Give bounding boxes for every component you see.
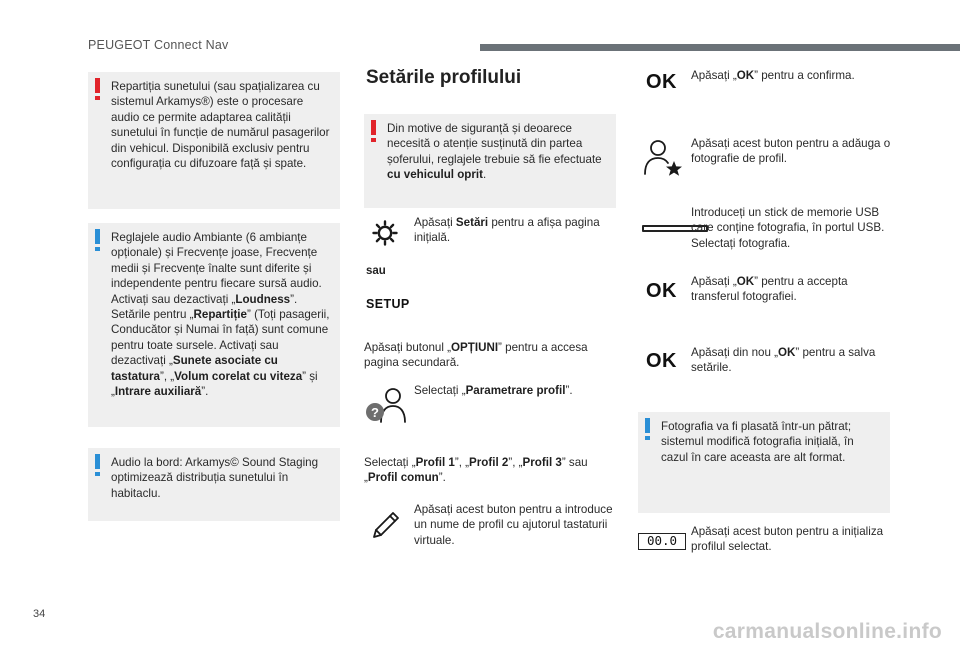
step-usb-text: Introduceți un stick de memorie USB care conține fotografia, în portul USB. [691,206,885,235]
step-name: Apăsați acest buton pentru a introduce un nume de profil cu ajutorul tastaturii virtuale. [414,503,613,547]
info-exclamation-icon [95,229,100,251]
note-text: Audio la bord: Arkamys© Sound Staging optimizează distribuția sunetului în habitaclu. [111,456,319,500]
step-ok-save: Apăsați din nou „OK” pentru a salva setările. [691,346,876,375]
section-title: Setările profilului [366,67,522,88]
header-bar [480,44,960,51]
watermark: carmanualsonline.info [712,620,942,643]
reset-counter-icon: 00.0 [638,533,686,550]
info-exclamation-icon [95,454,100,476]
note-text: Reglajele audio Ambiante (6 ambianțe opționale) și Frecvențe joase, Frecvențe medii și Frecvențe înalte sunt diferite și independente pentru fiecare sursă audio. Activați sau dezactivați „Loudness”. Setările pentru „Repartiție” (Toți pasagerii, Conducător și Numai în față) sunt comune pentru toate sursele. Activați sau dezactivați „Sunete asociate cu tastatura”, „Volum corelat cu viteza” și „Intrare auxiliară”. [111,231,330,399]
svg-text:?: ? [371,405,379,420]
step-settings: Apăsați Setări pentru a afișa pagina inițială. [414,216,600,245]
step-ok-accept: Apăsați „OK” pentru a accepta transferul fotografiei. [691,275,848,304]
settings-gear-icon [372,220,398,246]
note-text: Din motive de siguranță și deoarece necesită o atenție susținută din partea șoferului, reglajele trebuie să fie efectuate cu vehiculul oprit. [387,122,602,182]
ok-button-icon: OK [646,280,677,302]
note-sound-distribution [88,72,340,209]
step-ok-confirm: Apăsați „OK” pentru a confirma. [691,69,855,82]
info-exclamation-icon [645,418,650,440]
note-photo-format [638,412,890,513]
step-select-param: Selectați „Parametrare profil”. [414,384,573,397]
note-arkamys [88,448,340,521]
step-usb-select-text: Selectați fotografia. [691,236,791,250]
setup-button-icon: SETUP [366,297,410,311]
step-options: Apăsați butonul „OPȚIUNI” pentru a accesa pagina secundară. [364,341,588,370]
add-profile-photo-icon [641,136,683,178]
step-usb [691,205,896,251]
pencil-icon [368,508,402,542]
warning-exclamation-icon [95,78,100,100]
step-select-profile: Selectați „Profil 1”, „Profil 2”, „Profil 3” sau „Profil comun”. [364,456,588,485]
step-reset: Apăsați acest buton pentru a inițializa profilul selectat. [691,525,884,554]
step-add-photo: Apăsați acest buton pentru a adăuga o fotografie de profil. [691,137,891,166]
warning-exclamation-icon [371,120,376,142]
note-audio-settings [88,223,340,427]
page-number: 34 [33,608,46,620]
note-text: Fotografia va fi plasată într-un pătrat; sistemul modifică fotografia inițială, în cazul în care aceasta are alt format. [661,420,854,464]
note-safety-warning [364,114,616,208]
note-text: Repartiția sunetului (sau spațializarea cu sistemul Arkamys®) este o procesare audio ce permite adaptarea calității sunetului în funcție de numărul pasagerilor din vehicul. Disponibilă exclusiv pentru configurația cu difuzoare față și spate. [111,80,330,171]
header-title: PEUGEOT Connect Nav [88,38,229,52]
ok-button-icon: OK [646,350,677,372]
ok-button-icon: OK [646,71,677,93]
or-label: sau [366,265,386,277]
profile-question-icon [364,386,410,424]
